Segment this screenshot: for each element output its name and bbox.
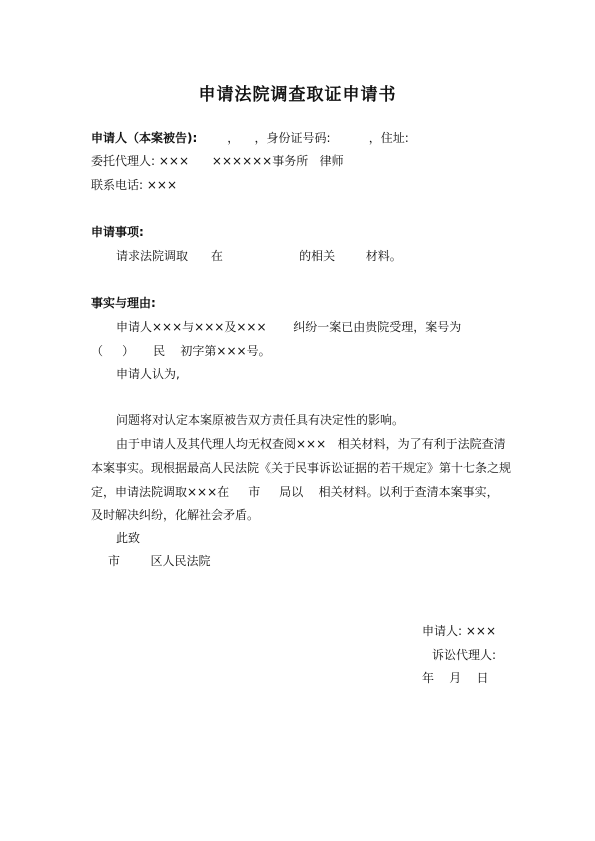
request-heading: 申请事项: — [91, 225, 144, 239]
signature-applicant: 申请人: ××× — [422, 624, 497, 638]
applicant-label: 申请人（本案被告): — [91, 131, 198, 145]
facts-paragraph-2: 申请人认为, — [116, 367, 180, 381]
facts-paragraph-3: 问题将对认定本案原被告双方责任具有决定性的影响。 — [116, 413, 405, 427]
document-title: 申请法院调查取证申请书 — [198, 85, 397, 105]
facts-paragraph-1-line-2: （ ） 民 初字第×××号。 — [91, 344, 271, 358]
request-body: 请求法院调取 在 的相关 材料。 — [116, 249, 402, 263]
court-addressee: 市 区人民法院 — [108, 554, 211, 568]
facts-heading: 事实与理由: — [91, 296, 156, 310]
facts-paragraph-4-line-4: 及时解决纠纷，化解社会矛盾。 — [91, 508, 260, 522]
facts-paragraph-4-line-3: 定，申请法院调取×××在 市 局以 相关材料。以利于查清本案事实， — [91, 485, 499, 499]
facts-paragraph-4-line-1: 由于申请人及其代理人均无权查阅××× 相关材料，为了有利于法院查清 — [116, 437, 506, 451]
signature-date: 年 月 日 — [422, 671, 489, 685]
facts-paragraph-4-line-2: 本案事实。现根据最高人民法院《关于民事诉讼证据的若干规定》第十七条之规 — [91, 461, 512, 475]
phone-line: 联系电话: ××× — [91, 178, 178, 192]
applicant-details: ， ，身份证号码: ，住址: — [227, 131, 409, 145]
agent-line: 委托代理人: ××× ××××××事务所 律师 — [91, 154, 344, 168]
signature-agent: 诉讼代理人: — [432, 648, 497, 662]
facts-paragraph-1-line-1: 申请人×××与×××及××× 纠纷一案已由贵院受理，案号为 — [116, 320, 462, 334]
applicant-line — [91, 130, 409, 146]
closing-salutation: 此致 — [116, 531, 141, 545]
